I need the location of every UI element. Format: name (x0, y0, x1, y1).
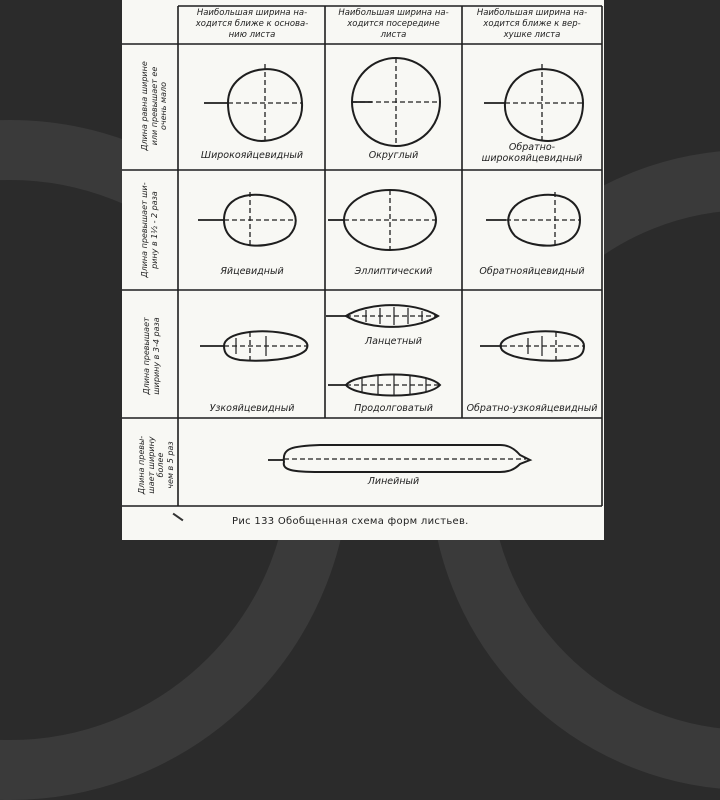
leaf-label: Продолговатый (354, 403, 433, 414)
column-header-tip: Наибольшая ширина на- ходится ближе к вер- хушке листа (476, 8, 588, 40)
row-label-round: Длина равна ширине или превышает ее очень мало (140, 61, 168, 151)
leaf-label: Яйцевидный (220, 266, 284, 277)
leaf-label: Широкояйцевидный (200, 150, 304, 161)
leaf-label: Эллиптический (354, 266, 433, 277)
leaf-outline-lantsetny (346, 305, 438, 327)
leaf-label: Ланцетный (365, 336, 422, 347)
row-label-5x: Длина превы- шает ширину более чем в 5 раз (137, 435, 175, 495)
leaf-label: Узкояйцевидный (209, 403, 295, 414)
row-label-1-5x: Длина превышает ши- рину в 1½ - 2 раза (140, 182, 159, 278)
column-header-base: Наибольшая ширина на- ходится ближе к основа- нию листа (195, 8, 309, 40)
leaf-label: Обратно- широкояйцевидный (481, 142, 583, 164)
leaf-label: Обратнояйцевидный (479, 266, 585, 277)
figure-caption: Рис 133 Обобщенная схема форм листьев. (232, 516, 469, 527)
column-header-middle: Наибольшая ширина на- ходится посередине листа (338, 8, 449, 40)
leaf-label: Обратно-узкояйцевидный (466, 403, 598, 414)
leaf-outline-obratno-shirokoyaytsevidny (505, 69, 583, 141)
leaf-label: Округлый (368, 150, 419, 161)
leaf-label: Линейный (367, 476, 420, 487)
row-label-3-4x: Длина превышает ширину в 3-4 раза (142, 317, 161, 395)
leaf-outline-obratnoyaytsevidny (508, 195, 580, 246)
